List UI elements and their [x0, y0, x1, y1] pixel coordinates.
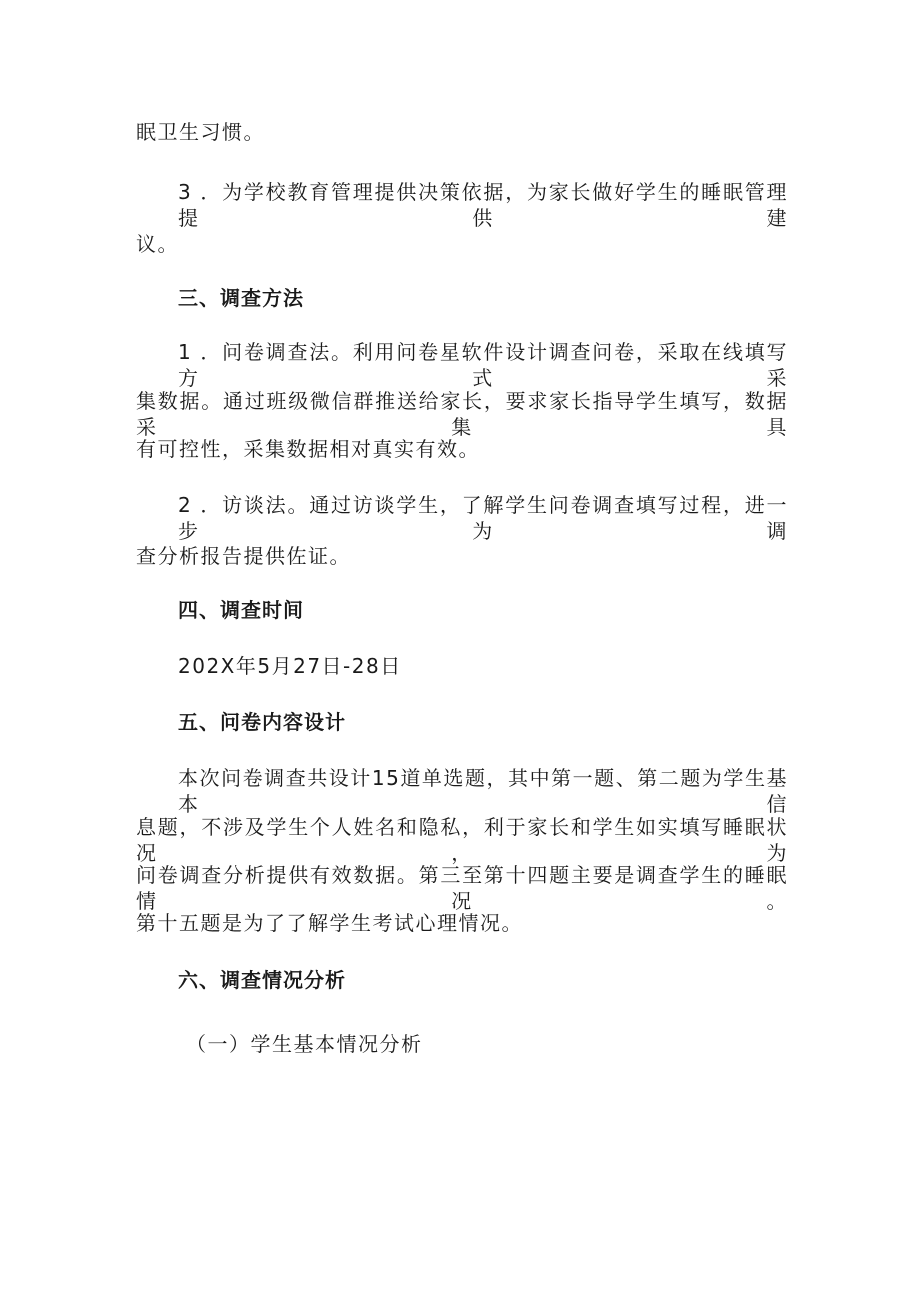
- text-line: 议。: [136, 232, 179, 256]
- text-line: 息题，不涉及学生个人姓名和隐私，利于家长和学生如实填写睡眠状况，为: [136, 815, 788, 865]
- text-line: 2 ．访谈法。通过访谈学生，了解学生问卷调查填写过程，进一步为调: [178, 493, 788, 543]
- section-heading: 五、问卷内容设计: [178, 710, 346, 734]
- text-line: 1 ．问卷调查法。利用问卷星软件设计调查问卷，采取在线填写方式采: [178, 340, 788, 390]
- text-line: 3 ．为学校教育管理提供决策依据，为家长做好学生的睡眠管理提供建: [178, 180, 788, 230]
- text-line: 查分析报告提供佐证。: [136, 544, 351, 568]
- section-heading: 三、调查方法: [178, 286, 304, 310]
- text-line: 有可控性，采集数据相对真实有效。: [136, 437, 480, 461]
- section-heading: 六、调查情况分析: [178, 968, 346, 992]
- text-line: 本次问卷调查共设计15道单选题，其中第一题、第二题为学生基本信: [178, 766, 788, 816]
- text-line: 集数据。通过班级微信群推送给家长，要求家长指导学生填写，数据采集具: [136, 389, 788, 439]
- text-line: 眠卫生习惯。: [136, 120, 265, 144]
- section-heading: 四、调查时间: [178, 598, 304, 622]
- subsection-heading: （一）学生基本情况分析: [186, 1032, 423, 1056]
- text-line: 第十五题是为了了解学生考试心理情况。: [136, 911, 523, 935]
- text-line: 问卷调查分析提供有效数据。第三至第十四题主要是调查学生的睡眠情况。: [136, 863, 788, 913]
- survey-date: 202X年5月27日-28日: [178, 654, 402, 678]
